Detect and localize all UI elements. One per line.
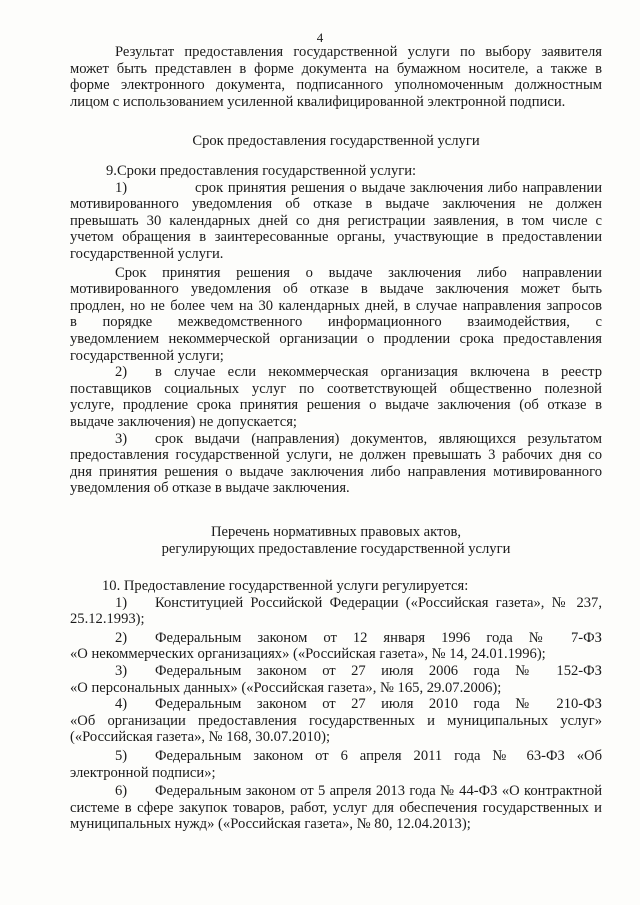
text-line: лицом с использованием усиленной квалифицированной электронной подписи. <box>70 93 566 110</box>
text-line: превышать 30 календарных дней со дня регистрации заявления, в том числе с <box>70 212 602 229</box>
item-10-1-line: 1) Конституцией Российской Федерации («Российская газета», № 237, <box>115 594 602 611</box>
item-9 <box>70 163 602 497</box>
item-9-2-number: 2) <box>115 364 128 381</box>
heading-line: регулирующих предоставление государственной услуги <box>161 540 511 557</box>
item-10-5-line: 5) Федеральным законом от 6 апреля 2011 года № 63-ФЗ «Об <box>115 747 602 764</box>
text-line: в порядке межведомственного информационного взаимодействия, с <box>70 314 602 331</box>
text-line: («Российская газета», № 168, 30.07.2010); <box>70 729 331 746</box>
section-heading-term: Срок предоставления государственной услуги <box>192 133 480 149</box>
text-line: поставщиков социальных услуг по соответствующей общественно полезной <box>70 380 602 397</box>
text-line: дня принятия решения о выдаче заключения либо направления мотивированного <box>70 463 602 480</box>
item-9-title: 9.Сроки предоставления государственной услуги: <box>106 163 417 179</box>
text-line: предоставления государственной услуги, не должен превышать 3 рабочих дня со <box>70 447 602 464</box>
text-line: системе в сфере закупок товаров, работ, услуг для обеспечения государственных и <box>70 799 602 816</box>
text-line: Срок принятия решения о выдаче заключения либо направлении <box>115 264 602 281</box>
item-10-title: 10. Предоставление государственной услуги регулируется: <box>102 578 469 594</box>
item-9-3-line: 3) срок выдачи (направления) документов, являющихся результатом <box>115 430 602 447</box>
text-line: «О некоммерческих организациях» («Российская газета», № 14, 24.01.1996); <box>70 646 546 663</box>
text-line: выдаче заключения) не допускается; <box>70 413 297 430</box>
text-line: продлен, но не более чем на 30 календарных дней, в случае направления запросов <box>70 297 602 314</box>
item-10-6-line: 6) Федеральным законом от 5 апреля 2013 года № 44-ФЗ «О контрактной <box>115 783 602 800</box>
item-10-3-line: 3) Федеральным законом от 27 июля 2006 года № 152-ФЗ <box>115 662 602 679</box>
item-9-1-line: 1) срок принятия решения о выдаче заключения либо направлении <box>115 179 602 196</box>
item-10-2-line: 2) Федеральным законом от 12 января 1996 года № 7-ФЗ <box>115 629 602 646</box>
text-line: уведомлением некоммерческой организации о продлении срока предоставления <box>70 330 602 347</box>
section-heading-acts <box>70 524 602 557</box>
text-line: государственной услуги; <box>70 347 224 364</box>
intro-paragraph <box>70 44 602 110</box>
text-line: форме электронного документа, подписанного уполномоченным должностным <box>70 77 602 94</box>
text-line: государственной услуги. <box>70 245 224 262</box>
item-9-2-line: 2) в случае если некоммерческая организация включена в реестр <box>115 364 602 381</box>
text-line: учетом обращения в заинтересованные органы, участвующие в предоставлении <box>70 229 602 246</box>
item-9-1-number: 1) <box>115 179 128 196</box>
text-line: услуге, продление срока принятия решения о выдаче заключения (об отказе в <box>70 397 602 414</box>
heading-line: Перечень нормативных правовых актов, <box>210 524 462 540</box>
text-line: муниципальных нужд» («Российская газета», № 80, 12.04.2013); <box>70 816 471 833</box>
item-9-3-number: 3) <box>115 430 128 447</box>
text-line: мотивированного уведомления об отказе в выдаче заключения может быть <box>70 281 602 298</box>
text-line: может быть представлен в форме документа на бумажном носителе, а также в <box>70 60 602 77</box>
text-line: Результат предоставления государственной услуги по выбору заявителя <box>115 44 602 60</box>
text-line: электронной подписи»; <box>70 764 216 781</box>
text-line: «О персональных данных» («Российская газета», № 165, 29.07.2006); <box>70 679 502 696</box>
text-line: «Об организации предоставления государственных и муниципальных услуг» <box>70 712 602 729</box>
text-line: мотивированного уведомления об отказе в выдаче заключения не должен <box>70 196 602 213</box>
page-number: 4 <box>316 30 324 45</box>
item-10 <box>70 578 602 833</box>
text-line: 25.12.1993); <box>70 611 145 628</box>
text-line: уведомления об отказе в выдаче заключения. <box>70 480 350 497</box>
item-10-4-line: 4) Федеральным законом от 27 июля 2010 года № 210-ФЗ <box>115 696 602 713</box>
